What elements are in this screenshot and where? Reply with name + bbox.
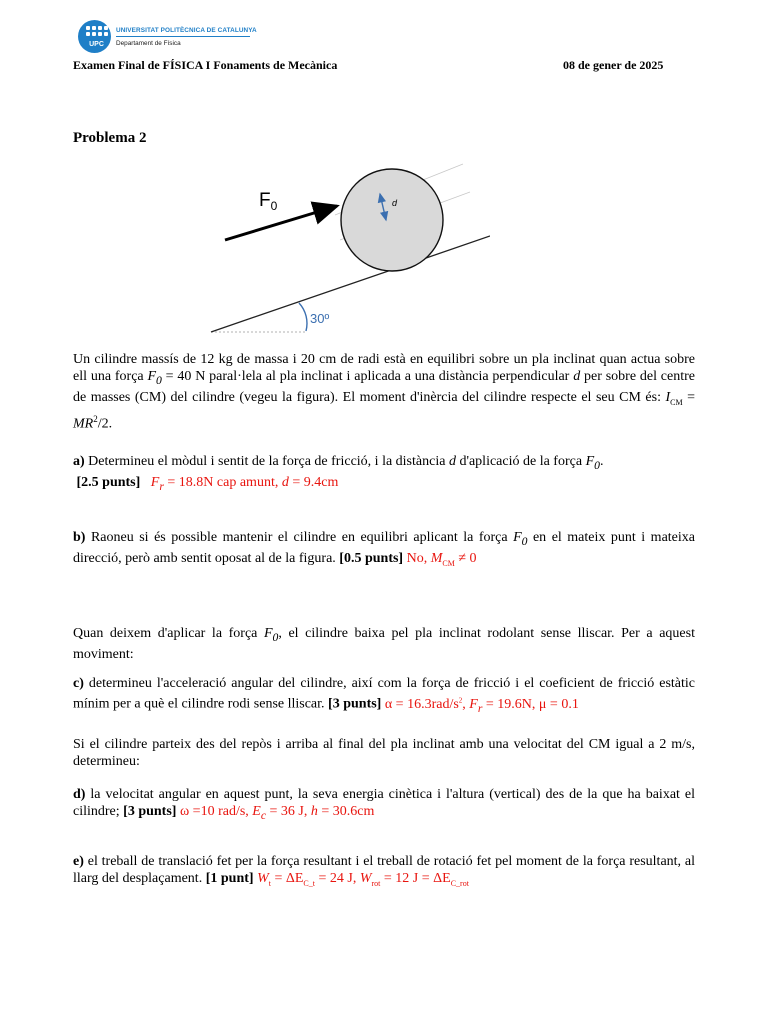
part-c: c) determineu l'acceleració angular del cilindre, així com la força de fricció i el coeficient de fricció estàtic mínim per a què el cilindre rodi sense lliscar. [3 punts] $\alpha = 16.3rad/s^2$, $F_r = 19.6N$, μ = 0.1	[73, 676, 695, 715]
part-a-answer: $F_r = 18.8N$ cap amunt, d = 9.4cm	[150, 474, 339, 493]
problem-title: Problema 2	[73, 130, 147, 146]
part-d: d) la velocitat angular en aquest punt, la seva energia cinètica i l'altura (vertical) des de la que ha baixat el cilindre; [3 punts] ω =10 rad/s, $E_c = 36$ J, h = 30.6cm	[73, 787, 695, 822]
upc-logo-grid	[86, 26, 108, 42]
problem-statement: Un cilindre massís de 12 kg de massa i 20 cm de radi està en equilibri sobre un pla inclinat quan actua sobre ell una força $F_0 = 40$ N paral·lela al pla inclinat i aplicada a una distància perpendicular d per sobre del centre de masses (CM) del cilindre (vegeu la figura). El moment d'inèrcia del cilindre respecte el seu CM és: $I_{CM} = MR^2/2$.	[73, 352, 696, 432]
department-name: Departament de Física	[116, 40, 181, 47]
part-e: e) el treball de translació fet per la força resultant i el treball de rotació fet pel moment de la força resultant, al llarg del desplaçament. [1 punt] $W_t = \Delta E_{C\_t} = 24$ J, $W_{rot} = 12$ $J = \Delta E_{C\_rot}$	[73, 854, 695, 888]
part-d-answer: ω =10 rad/s, $E_c = 36$ J, h = 30.6cm	[176, 804, 375, 822]
part-c-points: [3 punts]	[328, 696, 382, 712]
logo-divider	[116, 36, 250, 37]
part-b-points: [0.5 punts]	[339, 550, 404, 566]
upc-logo-abbr: UPC	[89, 41, 104, 48]
part-d-points: [3 punts]	[123, 804, 177, 819]
upc-logo	[76, 18, 266, 58]
velocity-intro: Si el cilindre parteix des del repòs i arriba al final del pla inclinat amb una velocitat del CM igual a 2 m/s, determineu:	[73, 737, 695, 769]
part-e-points: [1 punt]	[205, 871, 254, 886]
university-name: UNIVERSITAT POLITÈCNICA DE CATALUNYA	[116, 27, 257, 34]
force-arrow	[225, 206, 337, 240]
part-a: a) Determineu el mòdul i sentit de la força de fricció, i la distància d d'aplicació de la força $F_0$. [2.5 punts] $F_r = 18.8N$ cap amunt, d = 9.4cm	[73, 454, 604, 493]
exam-title: Examen Final de FÍSICA I Fonaments de Mecànica	[73, 58, 338, 72]
distance-label: d	[392, 198, 398, 208]
angle-label: 30º	[310, 311, 330, 326]
upc-logo-circle	[78, 20, 111, 53]
inclined-plane-figure	[205, 160, 490, 340]
part-a-points: [2.5 punts]	[76, 474, 141, 490]
part-c-answer: $\alpha = 16.3rad/s^2$, $F_r = 19.6N$, μ = 0.1	[381, 696, 579, 715]
part-b-answer: No, $M_{CM} \ne 0$	[403, 550, 477, 568]
part-e-answer: $W_t = \Delta E_{C\_t} = 24$ J, $W_{rot} = 12$ $J = \Delta E_{C\_rot}$	[257, 871, 469, 888]
motion-intro: Quan deixem d'aplicar la força $F_0$, el cilindre baixa pel pla inclinat rodolant sense lliscar. Per a aquest moviment:	[73, 626, 695, 662]
cylinder	[341, 169, 443, 271]
part-b: b) Raoneu si és possible mantenir el cilindre en equilibri aplicant la força $F_0$ en el mateix punt i mateixa direcció, però amb sentit oposat al de la figura. [0.5 punts] No, $M_{CM} \ne 0$	[73, 530, 695, 568]
force-label: $F_0$	[259, 190, 278, 213]
angle-arc	[299, 303, 307, 331]
exam-date: 08 de gener de 2025	[563, 58, 664, 72]
